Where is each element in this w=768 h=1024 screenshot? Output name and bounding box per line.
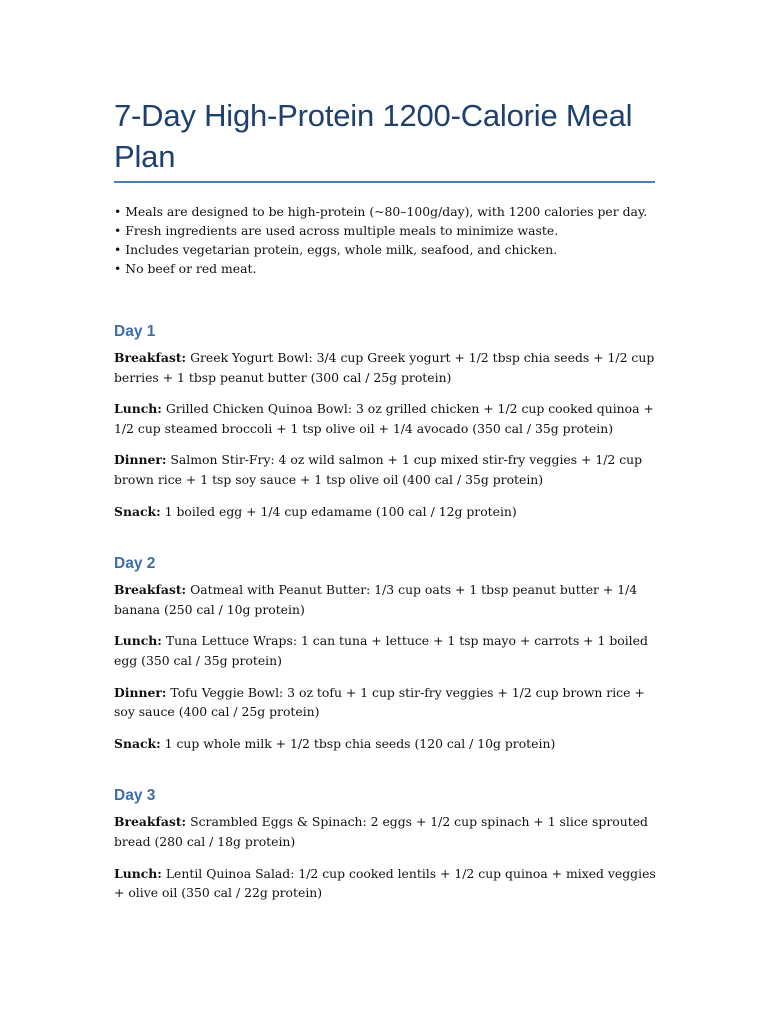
document-title: 7-Day High-Protein 1200-Calorie Meal Plan xyxy=(114,98,633,174)
meal-dinner xyxy=(114,683,659,722)
meal-label: Dinner: xyxy=(114,452,167,468)
meal-label: Breakfast: xyxy=(114,814,187,830)
day-section-2 xyxy=(114,554,659,753)
meal-label: Breakfast: xyxy=(114,350,187,365)
meal-breakfast xyxy=(114,348,659,387)
intro-bullet-list xyxy=(114,202,659,278)
meal-description: Lentil Quinoa Salad: 1/2 cup cooked lentils + 1/2 cup quinoa + mixed veggies + olive oil (350 cal / 22g protein) xyxy=(114,865,656,901)
day-heading: Day 1 xyxy=(114,323,156,340)
intro-bullet: • No beef or red meat. xyxy=(114,261,257,276)
meal-label: Lunch: xyxy=(114,865,162,881)
day-heading: Day 3 xyxy=(114,787,156,805)
meal-label: Lunch: xyxy=(114,633,162,649)
meal-label: Dinner: xyxy=(114,684,167,700)
meal-breakfast xyxy=(114,812,659,851)
meal-description: 1 cup whole milk + 1/2 tbsp chia seeds (120 cal / 10g protein) xyxy=(164,735,556,751)
document-page xyxy=(114,0,659,915)
meal-description: Greek Yogurt Bowl: 3/4 cup Greek yogurt + 1/2 tbsp chia seeds + 1/2 cup berries + 1 tbsp peanut butter (300 cal / 25g protein) xyxy=(114,350,655,385)
meal-label: Snack: xyxy=(114,503,161,519)
meal-description: Tuna Lettuce Wraps: 1 can tuna + lettuce + 1 tsp mayo + carrots + 1 boiled egg (350 cal / 35g protein) xyxy=(114,633,648,668)
meal-description: Oatmeal with Peanut Butter: 1/3 cup oats + 1 tbsp peanut butter + 1/4 banana (250 cal / 10g protein) xyxy=(114,582,638,617)
meal-description: Grilled Chicken Quinoa Bowl: 3 oz grilled chicken + 1/2 cup cooked quinoa + 1/2 cup steamed broccoli + 1 tsp olive oil + 1/4 avocado (350 cal / 35g protein) xyxy=(114,401,654,436)
day-section-1 xyxy=(114,322,659,521)
intro-bullet: • Meals are designed to be high-protein (~80–100g/day), with 1200 calories per day. xyxy=(114,204,648,219)
meal-dinner xyxy=(114,450,659,489)
day-section-3 xyxy=(114,786,659,902)
title-underline-divider xyxy=(114,181,655,183)
meal-label: Snack: xyxy=(114,735,161,751)
intro-bullet: • Fresh ingredients are used across multiple meals to minimize waste. xyxy=(114,223,559,238)
meal-description: Salmon Stir-Fry: 4 oz wild salmon + 1 cup mixed stir-fry veggies + 1/2 cup brown rice + 1 tsp soy sauce + 1 tsp olive oil (400 cal / 35g protein) xyxy=(114,452,643,487)
meal-lunch xyxy=(114,399,659,438)
meal-description: Tofu Veggie Bowl: 3 oz tofu + 1 cup stir-fry veggies + 1/2 cup brown rice + soy sauce (400 cal / 25g protein) xyxy=(114,684,645,720)
meal-breakfast xyxy=(114,580,659,619)
meal-lunch xyxy=(114,631,659,670)
intro-bullet: • Includes vegetarian protein, eggs, whole milk, seafood, and chicken. xyxy=(114,242,558,257)
meal-label: Lunch: xyxy=(114,401,162,417)
meal-lunch xyxy=(114,864,659,903)
meal-description: Scrambled Eggs & Spinach: 2 eggs + 1/2 cup spinach + 1 slice sprouted bread (280 cal / 18g protein) xyxy=(114,814,648,849)
day-heading: Day 2 xyxy=(114,555,156,573)
meal-snack xyxy=(114,502,659,522)
meal-description: 1 boiled egg + 1/4 cup edamame (100 cal / 12g protein) xyxy=(164,503,517,519)
meal-label: Breakfast: xyxy=(114,582,187,598)
meal-snack xyxy=(114,734,659,754)
